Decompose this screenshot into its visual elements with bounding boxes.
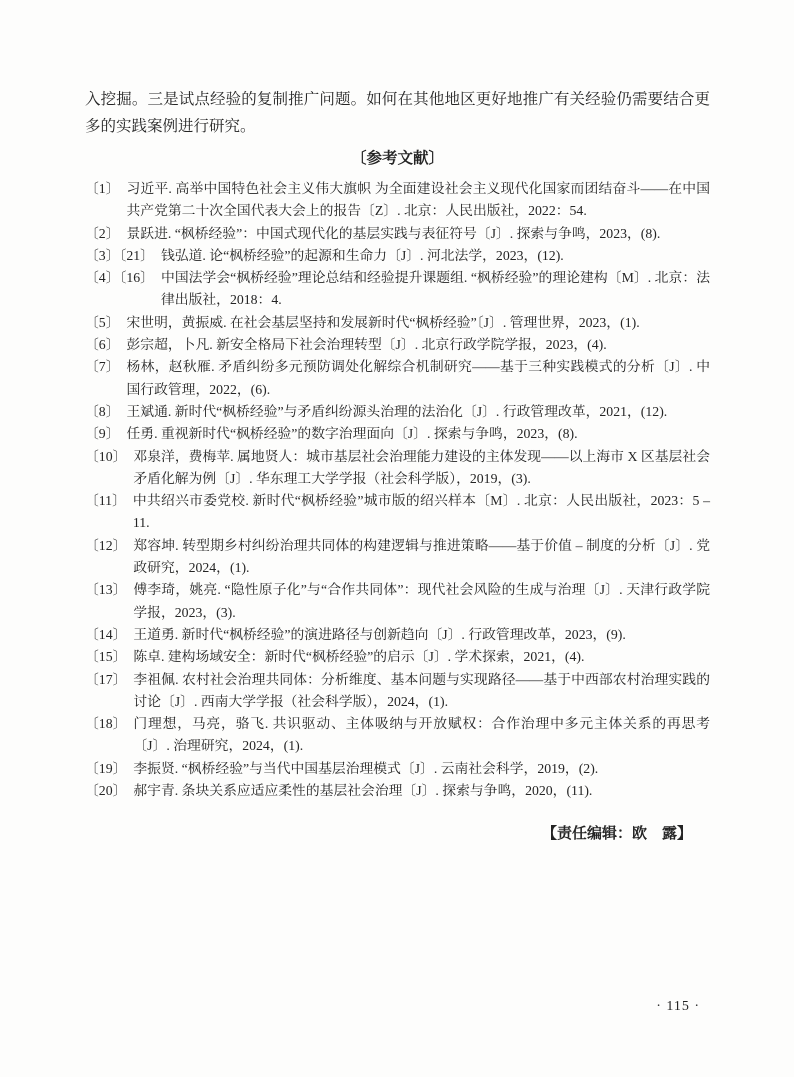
reference-item [85, 334, 710, 356]
reference-item [85, 446, 710, 491]
page-number: · 115 · [656, 999, 700, 1014]
reference-number: 〔18〕 [85, 716, 127, 732]
reference-number: 〔1〕 [85, 181, 120, 196]
reference-text: 宋世明，黄振威. 在社会基层坚持和发展新时代“枫桥经验”〔J〕. 管理世界，2023，(1). [126, 314, 640, 330]
reference-item [85, 223, 710, 245]
editor-note: 【责任编辑：欧 露】 [541, 826, 692, 843]
reference-text: 中国法学会“枫桥经验”理论总结和经验提升课题组. “枫桥经验”的理论建构〔M〕. 北京：法律出版社，2018：4. [160, 270, 710, 308]
reference-item [85, 490, 710, 535]
reference-item [85, 245, 710, 267]
reference-number: 〔15〕 [85, 649, 127, 665]
reference-number: 〔9〕 [85, 426, 120, 442]
reference-text: 钱弘道. 论“枫桥经验”的起源和生命力〔J〕. 河北法学，2023，(12). [160, 247, 564, 263]
reference-number: 〔14〕 [85, 626, 127, 642]
reference-number: 〔2〕 [85, 225, 120, 241]
reference-item [85, 423, 710, 445]
reference-item [85, 312, 710, 334]
reference-item [85, 579, 710, 624]
reference-number: 〔4〕〔16〕 [85, 270, 154, 286]
reference-item [85, 646, 710, 668]
reference-item [85, 401, 710, 423]
reference-item [85, 713, 710, 758]
reference-text: 郑容坤. 转型期乡村纠纷治理共同体的构建逻辑与推进策略——基于价值 – 制度的分析〔J〕. 党政研究，2024，(1). [133, 537, 710, 576]
reference-text: 陈卓. 建构场域安全：新时代“枫桥经验”的启示〔J〕. 学术探索，2021，(4). [133, 649, 585, 665]
references-list [85, 178, 710, 802]
reference-text: 门理想，马亮，骆飞. 共识驱动、主体吸纳与开放赋权：合作治理中多元主体关系的再思考〔J〕. 治理研究，2024，(1). [133, 716, 710, 754]
references-heading: 〔参考文献〕 [350, 150, 444, 167]
reference-item [85, 178, 710, 223]
reference-item [85, 356, 710, 401]
reference-number: 〔10〕 [85, 448, 127, 464]
reference-number: 〔13〕 [85, 582, 127, 598]
reference-text: 杨林，赵秋雁. 矛盾纠纷多元预防调处化解综合机制研究——基于三种实践模式的分析〔J〕. 中国行政管理，2022，(6). [126, 359, 710, 397]
reference-item [85, 758, 710, 780]
reference-text: 傅李琦，姚亮. “隐性原子化”与“合作共同体”：现代社会风险的生成与治理〔J〕. 天津行政学院学报，2023，(3). [133, 582, 710, 620]
reference-text: 李祖佩. 农村社会治理共同体：分析维度、基本问题与实现路径——基于中西部农村治理实践的讨论〔J〕. 西南大学学报（社会科学版），2024，(1). [133, 671, 710, 709]
reference-number: 〔6〕 [85, 337, 120, 353]
reference-number: 〔11〕 [85, 493, 126, 509]
reference-number: 〔5〕 [85, 314, 120, 330]
reference-number: 〔20〕 [85, 783, 127, 799]
reference-number: 〔3〕〔21〕 [85, 247, 154, 263]
reference-item [85, 624, 710, 646]
reference-text: 景跃进. “枫桥经验”：中国式现代化的基层实践与表征符号〔J〕. 探索与争鸣，2023，(8). [126, 225, 661, 241]
reference-text: 彭宗超，卜凡. 新安全格局下社会治理转型〔J〕. 北京行政学院学报，2023，(4). [126, 337, 607, 353]
reference-item [85, 669, 710, 714]
reference-text: 王斌通. 新时代“枫桥经验”与矛盾纠纷源头治理的法治化〔J〕. 行政管理改革，2021，(12). [126, 403, 668, 419]
reference-item [85, 267, 710, 312]
reference-text: 邓泉洋，费梅苹. 属地贤人：城市基层社会治理能力建设的主体发现——以上海市 X 区基层社会矛盾化解为例〔J〕. 华东理工大学学报（社会科学版），2019，(3). [133, 448, 710, 486]
reference-number: 〔17〕 [85, 671, 127, 687]
reference-text: 郝宇青. 条块关系应适应柔性的基层社会治理〔J〕. 探索与争鸣，2020，(11). [133, 783, 593, 799]
reference-text: 李振贤. “枫桥经验”与当代中国基层治理模式〔J〕. 云南社会科学，2019，(2). [133, 760, 599, 776]
reference-number: 〔12〕 [85, 537, 127, 553]
reference-item [85, 535, 710, 580]
reference-text: 任勇. 重视新时代“枫桥经验”的数字治理面向〔J〕. 探索与争鸣，2023，(8). [126, 426, 578, 442]
reference-number: 〔8〕 [85, 403, 120, 419]
reference-text: 王道勇. 新时代“枫桥经验”的演进路径与创新趋向〔J〕. 行政管理改革，2023，(9). [133, 626, 626, 642]
reference-number: 〔19〕 [85, 760, 127, 776]
reference-number: 〔7〕 [85, 359, 120, 375]
body-paragraph: 入挖掘。三是试点经验的复制推广问题。如何在其他地区更好地推广有关经验仍需要结合更多的实践案例进行研究。 [85, 91, 710, 135]
reference-text: 习近平. 高举中国特色社会主义伟大旗帜 为全面建设社会主义现代化国家而团结奋斗——在中国共产党第二十次全国代表大会上的报告〔Z〕. 北京：人民出版社，2022：54. [126, 181, 710, 219]
reference-item [85, 780, 710, 802]
reference-text: 中共绍兴市委党校. 新时代“枫桥经验”城市版的绍兴样本〔M〕. 北京：人民出版社，2023：5 – 11. [132, 493, 710, 531]
